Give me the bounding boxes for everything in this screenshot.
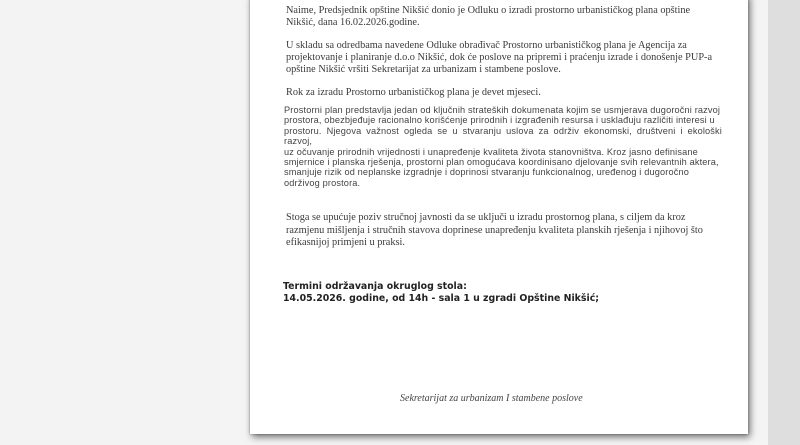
paragraph-plan-importance: Prostorni plan predstavlja jedan od ključnih strateških dokumenata kojim se usmjerava dugoročni razvoj prostora, obezbjeđuje racionalno korišćenje prirodnih i izgrađenih resursa i usklađuju različiti interesi u prostoru. Njegova važnost ogleda se u stvaranju uslova za održiv ekonomski, društveni i ekološki razvoj, uz očuvanje prirodnih vrijednosti i unapređenje kvaliteta života stanovništva. Kroz jasno definisane smjernice i planska rješenja, prostorni plan omogućava koordinisano djelovanje svih relevantnih aktera, smanjuje rizik od neplanske izgradnje i doprinosi stvaranju funkcionalnog, uređenog i dugoročno održivog prostora. [284, 105, 722, 188]
paragraph-decision: Naime, Predsjednik opštine Nikšić donio je Odluku o izradi prostorno urbanističkog plana opštine Nikšić, dana 16.02.2026.godine. [286, 5, 691, 29]
meeting-info [283, 281, 723, 304]
paragraph-deadline: Rok za izradu Prostorno urbanističkog plana je devet mjeseci. [286, 87, 541, 98]
paragraph-public-invitation: Stoga se upućuje poziv stručnoj javnosti da se uključi u izradu prostornog plana, s ciljem da kroz razmjenu mišljenja i stručnih stavova doprinese unapređenju kvaliteta planskih rješenja i njihovoj što efikasnijoj primjeni u praksi. [286, 212, 703, 249]
signature: Sekretarijat za urbanizam I stambene poslove [400, 393, 583, 404]
document-page [250, 0, 748, 434]
right-background-strip [768, 0, 800, 445]
paragraph-plan-author: U skladu sa odredbama navedene Odluke obrađivač Prostorno urbanističkog plana je Agencija za projektovanje i planiranje d.o.o Nikšić, dok će poslove na pripremi i praćenju izrade i donošenje PUP-a opštine Nikšić vršiti Sekretarijat za urbanizam i stambene poslove. [286, 40, 713, 76]
left-background-strip [0, 0, 220, 445]
meeting-heading: Termini održavanja okruglog stola: [283, 281, 467, 292]
meeting-detail: 14.05.2026. godine, od 14h - sala 1 u zgradi Opštine Nikšić; [283, 292, 600, 304]
document-viewer[interactable] [220, 0, 768, 445]
